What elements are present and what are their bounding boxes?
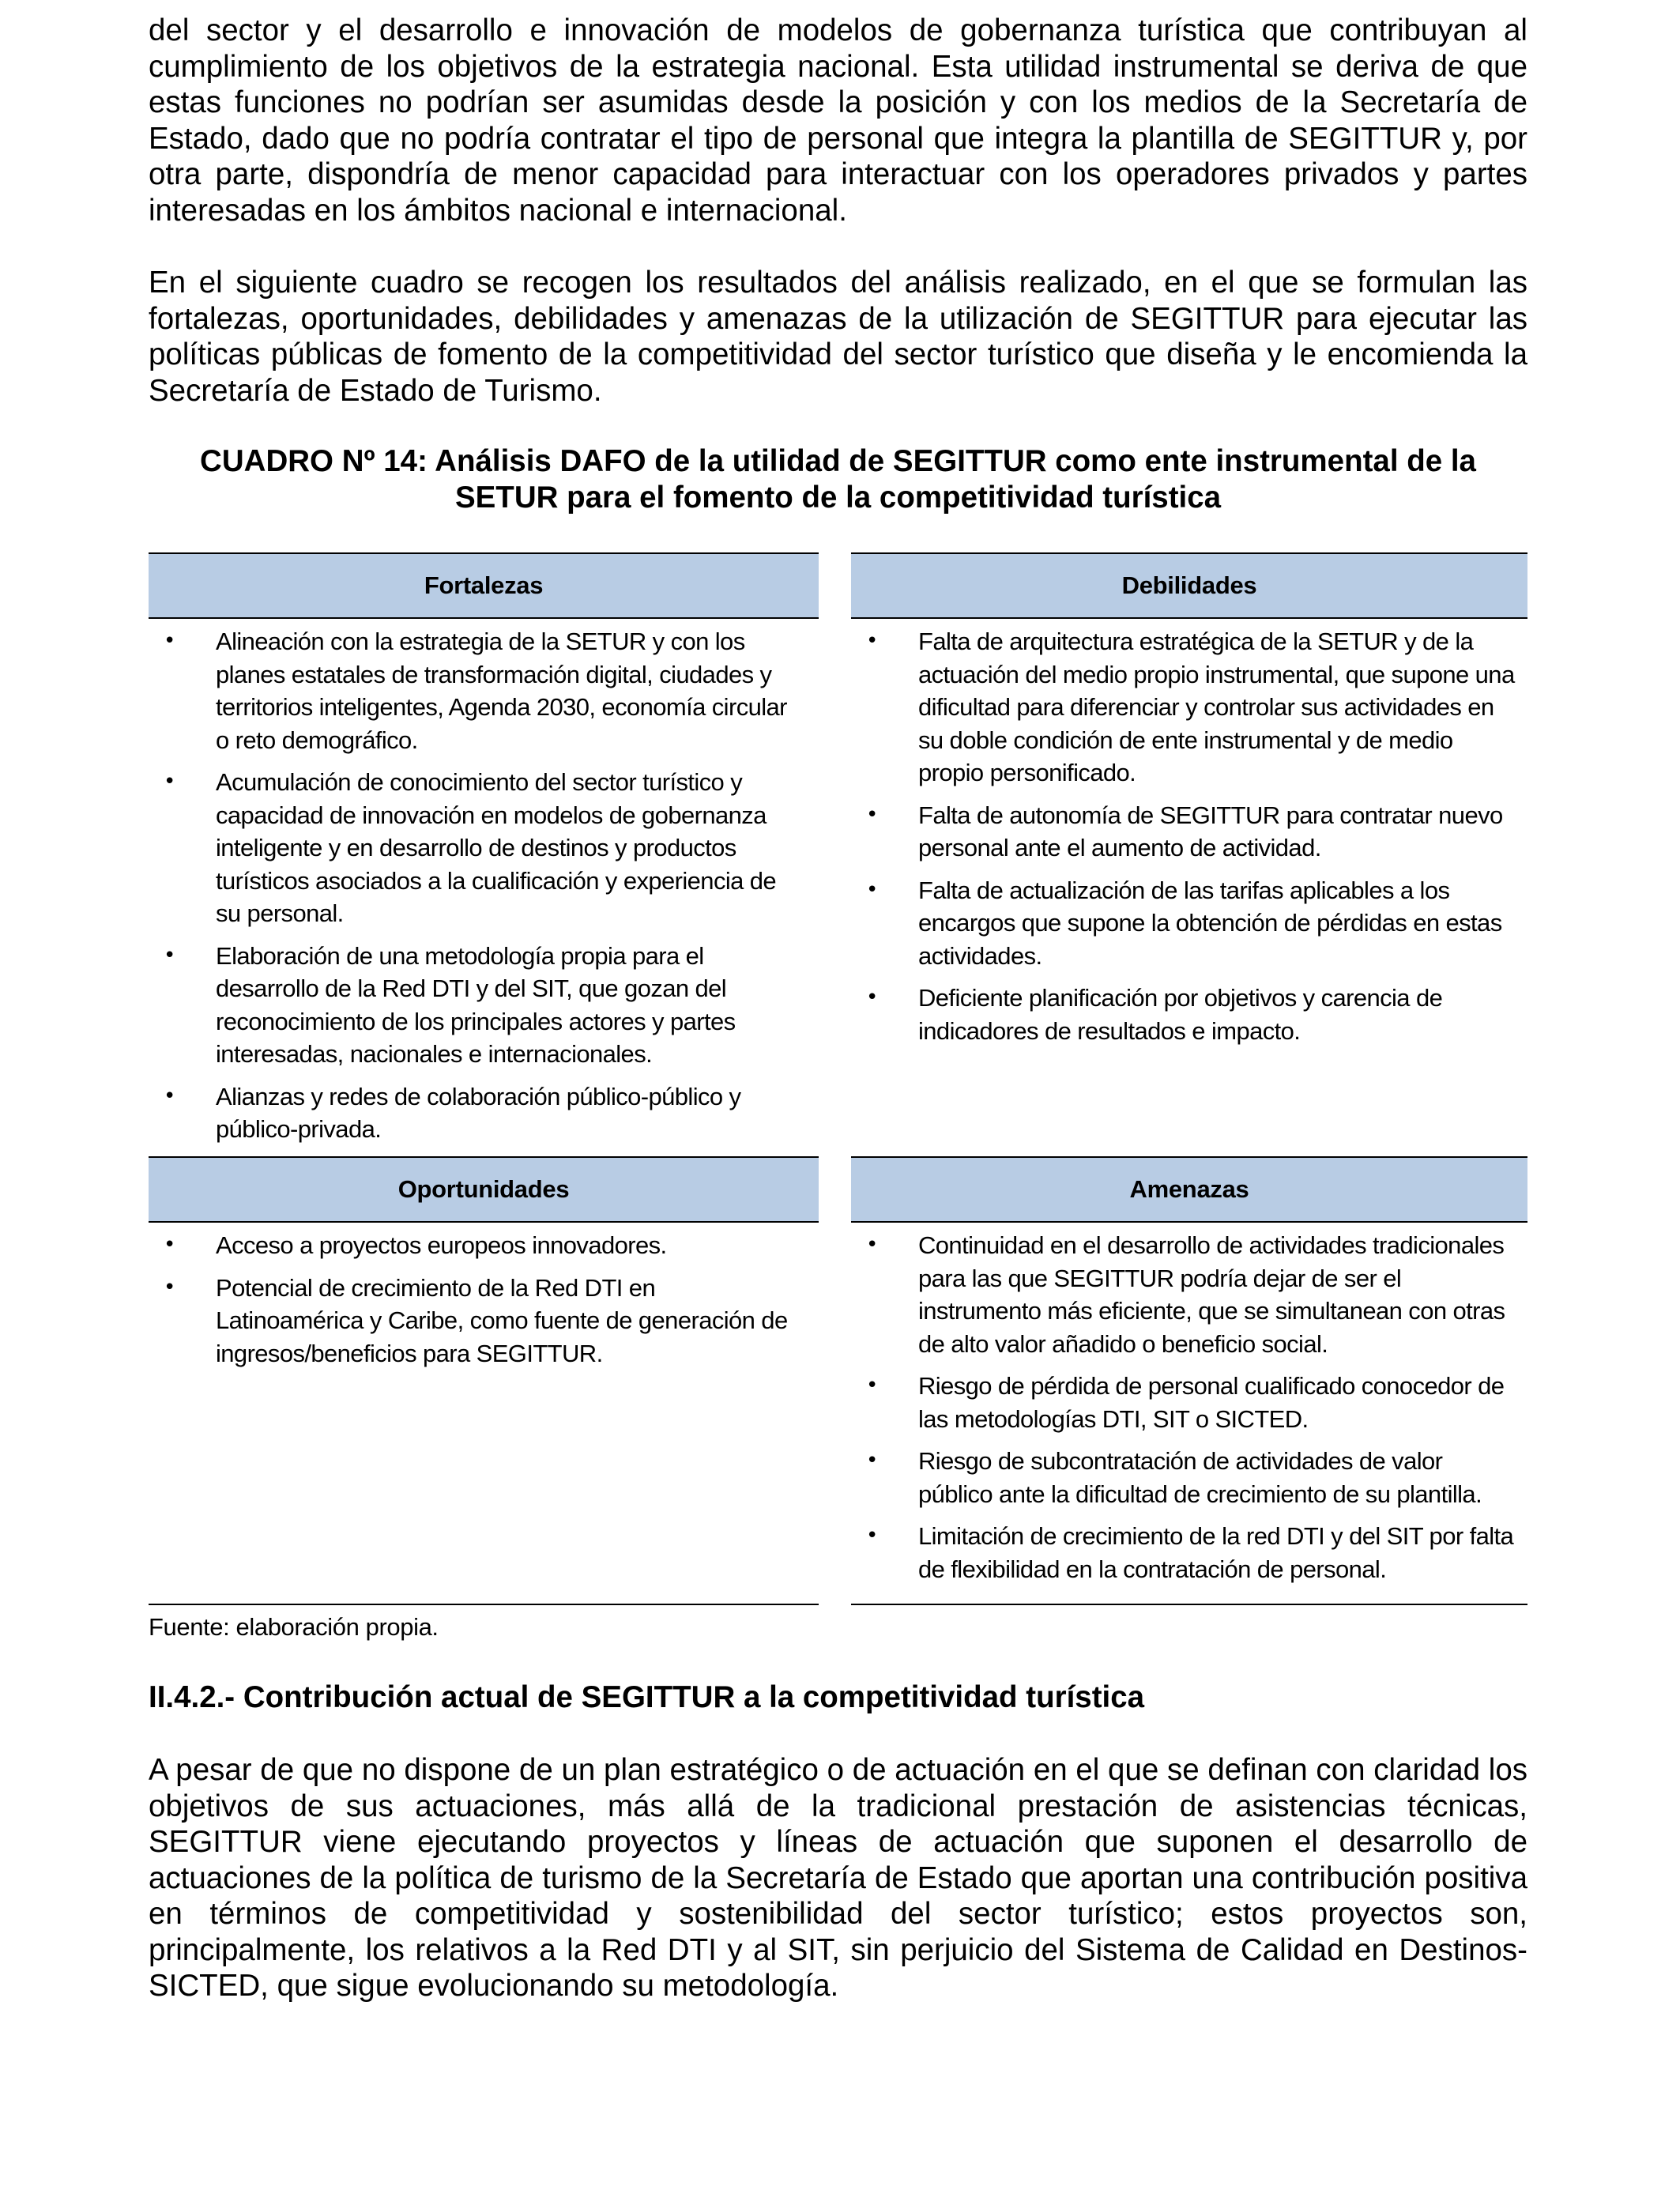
list-item — [851, 1370, 1527, 1435]
amenazas-list — [851, 1229, 1527, 1585]
list-item-text: Acceso a proyectos europeos innovadores. — [216, 1231, 667, 1259]
section-heading: II.4.2.- Contribución actual de SEGITTUR a la competitividad turística — [149, 1680, 1145, 1714]
list-item — [149, 1229, 819, 1262]
bullet-icon: • — [866, 629, 878, 653]
amenazas-body — [851, 1223, 1527, 1605]
list-item-text: Acumulación de conocimiento del sector turístico y capacidad de innovación en modelos de gobernanza inteligente y en desarrollo de destinos y productos turísticos asociados a la cualificación y experiencia de su personal. — [216, 768, 777, 927]
list-item-text: Potencial de crecimiento de la Red DTI en Latinoamérica y Caribe, como fuente de generación de ingresos/beneficios para SEGITTUR. — [216, 1273, 788, 1367]
list-item-text: Continuidad en el desarrollo de actividades tradicionales para las que SEGITTUR podría dejar de ser el instrumento más eficiente, que se simultanean con otras de alto valor añadido o beneficio social. — [918, 1231, 1505, 1358]
debilidades-body — [851, 619, 1527, 1156]
bullet-icon: • — [866, 1449, 878, 1472]
bullet-icon: • — [164, 1084, 175, 1108]
debilidades-header: Debilidades — [851, 552, 1527, 619]
list-item-text: Falta de autonomía de SEGITTUR para contratar nuevo personal ante el aumento de actividad. — [918, 801, 1503, 861]
list-item — [149, 1272, 819, 1370]
debilidades-cell — [851, 552, 1527, 1156]
list-item-text: Falta de arquitectura estratégica de la SETUR y de la actuación del medio propio instrumental, que supone una dificultad para diferenciar y controlar sus actividades en su doble condición de ente instrumental y de medio propio personificado. — [918, 628, 1515, 786]
bullet-icon: • — [866, 1233, 878, 1257]
list-item — [149, 766, 819, 930]
list-item-text: Deficiente planificación por objetivos y carencia de indicadores de resultados e impacto. — [918, 984, 1443, 1045]
list-item-text: Alianzas y redes de colaboración público-público y público-privada. — [216, 1082, 741, 1143]
intro-paragraph: del sector y el desarrollo e innovación de modelos de gobernanza turística que contribuyan al cumplimiento de los objetivos de la estrategia nacional. Esta utilidad instrumental se deriva de que estas funciones no podrían ser asumidas desde la posición y con los medios de la Secretaría de Estado, dado que no podría contratar el tipo de personal que integra la plantilla de SEGITTUR y, por otra parte, dispondría de menor capacidad para interactuar con los operadores privados y partes interesadas en los ámbitos nacional e internacional. — [149, 13, 1527, 228]
bullet-icon: • — [164, 943, 175, 967]
bullet-icon: • — [164, 770, 175, 794]
list-item-text: Falta de actualización de las tarifas aplicables a los encargos que supone la obtención de pérdidas en estas actividades. — [918, 876, 1502, 970]
bullet-icon: • — [866, 802, 878, 827]
fortalezas-list — [149, 625, 819, 1146]
closing-paragraph: A pesar de que no dispone de un plan estratégico o de actuación en el que se definan con claridad los objetivos de sus actuaciones, más allá de la tradicional prestación de asistencias técnicas, SEGITTUR viene ejecutando proyectos y líneas de actuación que suponen el desarrollo de actuaciones de la política de turismo de la Secretaría de Estado que aportan una contribución positiva en términos de competitividad y sostenibilidad del sector turístico; estos proyectos son, principalmente, los relativos a la Red DTI y al SIT, sin perjuicio del Sistema de Calidad en Destinos-SICTED, que sigue evolucionando su metodología. — [149, 1753, 1527, 2003]
oportunidades-body — [149, 1223, 819, 1605]
list-item — [851, 1520, 1527, 1585]
list-item — [851, 982, 1527, 1047]
bullet-icon: • — [164, 629, 175, 653]
bullet-icon: • — [866, 986, 878, 1009]
list-item — [149, 625, 819, 756]
list-item — [851, 625, 1527, 790]
oportunidades-header: Oportunidades — [149, 1156, 819, 1223]
source-note: Fuente: elaboración propia. — [149, 1613, 439, 1641]
oportunidades-cell — [149, 1156, 819, 1605]
list-item-text: Limitación de crecimiento de la red DTI y del SIT por falta de flexibilidad en la contratación de personal. — [918, 1522, 1514, 1583]
bullet-icon: • — [164, 1233, 175, 1257]
list-item — [851, 1445, 1527, 1510]
list-item-text: Riesgo de subcontratación de actividades de valor público ante la dificultad de crecimiento de su plantilla. — [918, 1447, 1482, 1508]
list-item-text: Alineación con la estrategia de la SETUR y con los planes estatales de transformación digital, ciudades y territorios inteligentes, Agenda 2030, economía circular o reto demográfico. — [216, 628, 787, 754]
bullet-icon: • — [866, 877, 878, 902]
oportunidades-list — [149, 1229, 819, 1370]
bullet-icon: • — [164, 1275, 175, 1299]
list-item-text: Riesgo de pérdida de personal cualificado conocedor de las metodologías DTI, SIT o SICTED. — [918, 1372, 1505, 1433]
lead-paragraph: En el siguiente cuadro se recogen los resultados del análisis realizado, en el que se formulan las fortalezas, oportunidades, debilidades y amenazas de la utilización de SEGITTUR para ejecutar las políticas públicas de fomento de la competitividad del sector turístico que diseña y le encomienda la Secretaría de Estado de Turismo. — [149, 266, 1527, 408]
amenazas-cell — [851, 1156, 1527, 1605]
table-caption — [149, 443, 1527, 516]
table-caption-line-1: CUADRO Nº 14: Análisis DAFO de la utilidad de SEGITTUR como ente instrumental de la — [200, 444, 1476, 478]
debilidades-list — [851, 625, 1527, 1047]
list-item — [851, 1229, 1527, 1360]
bullet-icon: • — [866, 1374, 878, 1397]
table-caption-line-2: SETUR para el fomento de la competitividad turística — [454, 481, 1222, 515]
list-item — [149, 940, 819, 1071]
list-item — [149, 1080, 819, 1146]
list-item-text: Elaboración de una metodología propia para el desarrollo de la Red DTI y del SIT, que gozan del reconocimiento de los principales actores y partes interesadas, nacionales e internacionales. — [216, 941, 736, 1068]
bullet-icon: • — [866, 1524, 878, 1547]
fortalezas-cell — [149, 552, 819, 1156]
amenazas-header: Amenazas — [851, 1156, 1527, 1223]
fortalezas-body — [149, 619, 819, 1156]
list-item — [851, 874, 1527, 973]
fortalezas-header: Fortalezas — [149, 552, 819, 619]
list-item — [851, 799, 1527, 865]
document-page — [149, 13, 1527, 2004]
dafo-table — [149, 552, 1527, 1605]
